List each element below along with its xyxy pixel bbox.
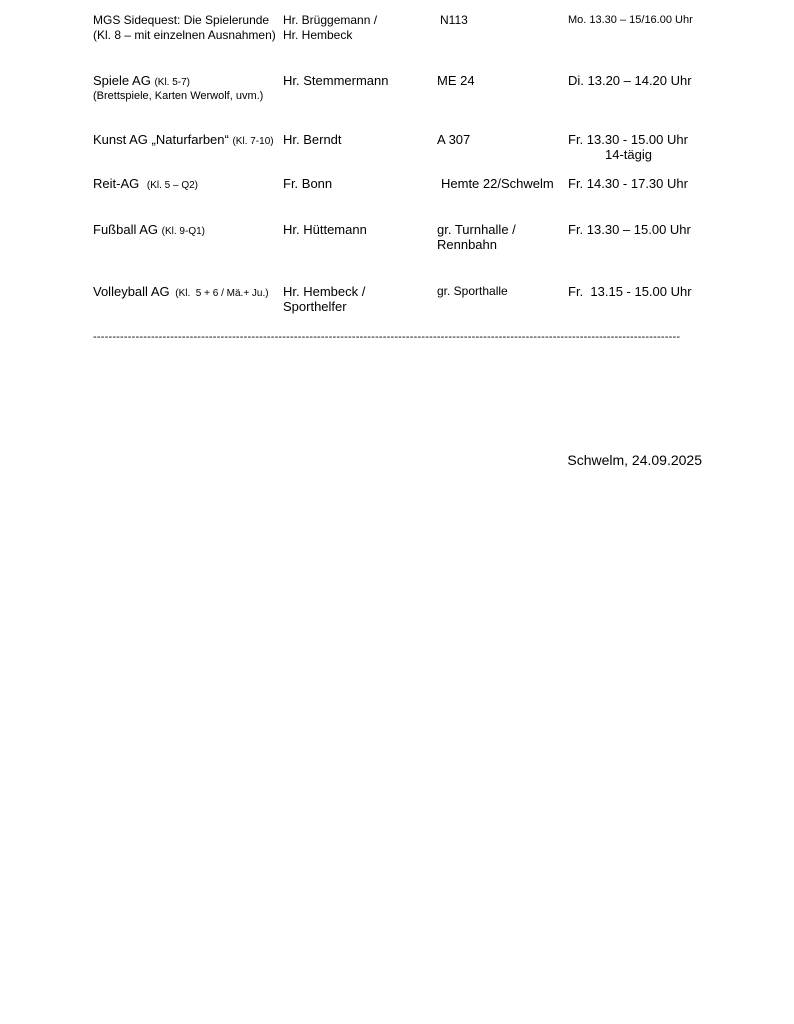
time-cell xyxy=(568,73,692,88)
ag-title-line xyxy=(93,132,274,149)
teacher-cell xyxy=(283,73,388,88)
teacher-cell xyxy=(283,222,367,237)
room-line: N113 xyxy=(440,13,468,27)
ag-name-cell xyxy=(93,284,269,301)
room-cell xyxy=(437,222,516,252)
ag-title: Reit-AG xyxy=(93,176,140,191)
time-line: Di. 13.20 – 14.20 Uhr xyxy=(568,73,692,88)
room-cell xyxy=(437,284,508,299)
teacher-cell xyxy=(283,13,377,43)
room-cell xyxy=(440,13,468,28)
teacher-cell xyxy=(283,176,332,191)
room-line: gr. Turnhalle / xyxy=(437,222,516,237)
teacher-line: Sporthelfer xyxy=(283,299,347,314)
teacher-line: Fr. Bonn xyxy=(283,176,333,191)
ag-class-note: (Kl. 7-10) xyxy=(232,136,274,147)
ag-title: Volleyball AG xyxy=(93,284,170,299)
time-cell xyxy=(568,284,692,299)
ag-title: MGS Sidequest: Die Spielerunde xyxy=(93,13,270,27)
teacher-cell xyxy=(283,284,365,314)
ag-subtitle: (Kl. 8 – mit einzelnen Ausnahmen) xyxy=(93,28,276,42)
ag-name-cell xyxy=(93,132,274,149)
ag-class-note: (Kl. 5 – Q2) xyxy=(146,180,198,191)
teacher-line: Hr. Hembeck / xyxy=(283,284,366,299)
ag-title: Spiele AG xyxy=(93,73,151,88)
teacher-cell xyxy=(283,132,342,147)
ag-title-line xyxy=(93,222,205,239)
ag-class-note: (Kl. 5 + 6 / Mä.+ Ju.) xyxy=(175,288,269,299)
ag-title-line xyxy=(93,176,198,193)
room-cell xyxy=(441,176,554,191)
room-cell xyxy=(437,73,475,88)
ag-subtitle: (Brettspiele, Karten Werwolf, uvm.) xyxy=(93,90,264,102)
ag-name-cell xyxy=(93,73,263,103)
ag-title-line xyxy=(93,73,263,90)
time-frequency: 14-tägig xyxy=(605,147,652,162)
ag-class-note: (Kl. 5-7) xyxy=(154,77,191,88)
ag-title-line xyxy=(93,284,269,301)
teacher-line: Hr. Brüggemann / xyxy=(283,13,378,27)
ag-name-cell xyxy=(93,13,276,43)
place-date: Schwelm, 24.09.2025 xyxy=(567,452,702,468)
time-line: Fr. 13.15 - 15.00 Uhr xyxy=(568,284,692,299)
time-line: Mo. 13.30 – 15/16.00 Uhr xyxy=(568,14,693,26)
time-line: Fr. 14.30 - 17.30 Uhr xyxy=(568,176,688,191)
ag-class-note: (Kl. 9-Q1) xyxy=(161,226,205,237)
ag-name-cell xyxy=(93,176,198,193)
teacher-line: Hr. Hüttemann xyxy=(283,222,367,237)
time-line: Fr. 13.30 – 15.00 Uhr xyxy=(568,222,691,237)
time-cell xyxy=(568,176,688,191)
ag-name-cell xyxy=(93,222,205,239)
room-cell xyxy=(437,132,470,147)
teacher-line: Hr. Hembeck xyxy=(283,28,353,42)
room-line: gr. Sporthalle xyxy=(437,284,508,298)
teacher-line: Hr. Berndt xyxy=(283,132,342,147)
room-line: ME 24 xyxy=(437,73,475,88)
ag-title: Kunst AG „Naturfarben“ xyxy=(93,132,229,147)
time-cell xyxy=(568,222,691,237)
room-line: A 307 xyxy=(437,132,471,147)
room-line: Rennbahn xyxy=(437,237,497,252)
time-cell xyxy=(568,13,693,28)
teacher-line: Hr. Stemmermann xyxy=(283,73,389,88)
time-cell xyxy=(568,132,688,162)
time-line: Fr. 13.30 - 15.00 Uhr xyxy=(568,132,688,147)
ag-title: Fußball AG xyxy=(93,222,159,237)
dashed-divider: -------------------------------------------------------------------------------------------------------------------------------------------------------- xyxy=(93,331,681,343)
room-line: Hemte 22/Schwelm xyxy=(441,176,554,191)
